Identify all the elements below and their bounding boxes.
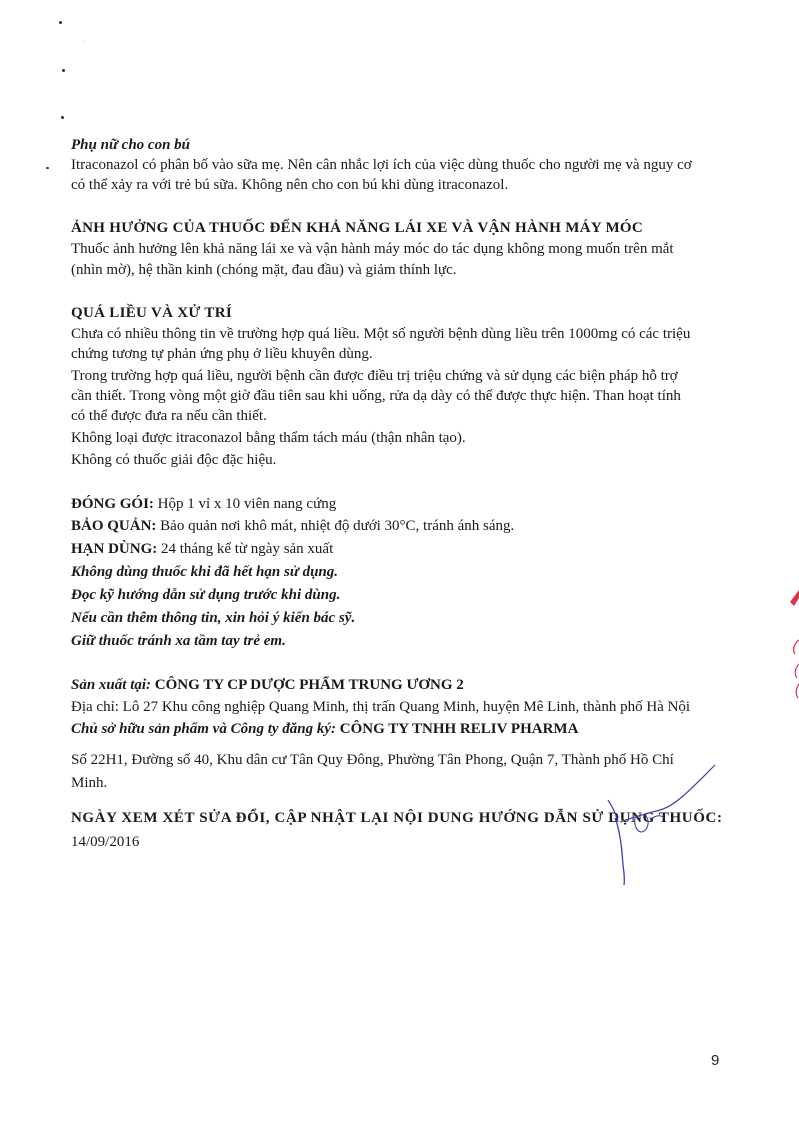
warning-line: Giữ thuốc tránh xa tầm tay trẻ em. (71, 633, 286, 649)
driving-line: (nhìn mờ), hệ thần kinh (chóng mặt, đau đầu) và giảm thính lực. (71, 262, 457, 278)
packaging-label: ĐÓNG GÓI: (71, 496, 154, 512)
scan-speck (62, 69, 65, 72)
scan-speck (46, 167, 49, 169)
breastfeeding-line: Itraconazol có phân bố vào sữa mẹ. Nên cân nhắc lợi ích của việc dùng thuốc cho người mẹ và nguy cơ (71, 157, 692, 173)
overdose-line: có thể được đưa ra nếu cần thiết. (71, 408, 267, 424)
owner-name: CÔNG TY TNHH RELIV PHARMA (336, 721, 579, 737)
storage-value: Bảo quản nơi khô mát, nhiệt độ dưới 30°C, tránh ánh sáng. (156, 518, 515, 534)
breastfeeding-line: có thể xảy ra với trẻ bú sữa. Không nên cho con bú khi dùng itraconazol. (71, 177, 509, 193)
breastfeeding-heading: Phụ nữ cho con bú (71, 137, 191, 153)
revision-date: 14/09/2016 (71, 834, 140, 850)
storage-label: BẢO QUẢN: (71, 518, 157, 534)
scan-speck (61, 116, 64, 119)
expiry-label: HẠN DÙNG: (71, 541, 158, 557)
revision-heading: NGÀY XEM XÉT SỬA ĐỔI, CẬP NHẬT LẠI NỘI DUNG HƯỚNG DẪN SỬ DỤNG THUỐC: (71, 810, 723, 826)
driving-heading: ẢNH HƯỞNG CỦA THUỐC ĐẾN KHẢ NĂNG LÁI XE VÀ VẬN HÀNH MÁY MÓC (71, 220, 644, 236)
overdose-line: Không có thuốc giải độc đặc hiệu. (71, 452, 277, 468)
owner-row (71, 720, 578, 738)
storage-row (71, 517, 514, 535)
overdose-line: cần thiết. Trong vòng một giờ đầu tiên sau khi uống, rửa dạ dày có thể được thực hiện. Than hoạt tính (71, 388, 681, 404)
scan-speck (83, 41, 84, 42)
warning-line: Đọc kỹ hướng dẫn sử dụng trước khi dùng. (71, 587, 341, 603)
owner-address-line: Số 22H1, Đường số 40, Khu dân cư Tân Quy Đông, Phường Tân Phong, Quận 7, Thành phố Hồ Chí (71, 752, 674, 768)
expiry-value: 24 tháng kể từ ngày sản xuất (157, 541, 334, 557)
manufacturer-label: Sản xuất tại: (71, 677, 152, 693)
manufacturer-name: CÔNG TY CP DƯỢC PHẨM TRUNG ƯƠNG 2 (151, 677, 464, 693)
overdose-line: Không loại được itraconazol bằng thẩm tách máu (thận nhân tạo). (71, 430, 466, 446)
stamp-fragment (780, 580, 799, 710)
manufacturer-address: Địa chỉ: Lô 27 Khu công nghiệp Quang Minh, thị trấn Quang Minh, huyện Mê Linh, thành phố Hà Nội (71, 699, 691, 715)
warning-line: Không dùng thuốc khi đã hết hạn sử dụng. (71, 564, 339, 580)
page-number: 9 (711, 1052, 720, 1069)
packaging-value: Hộp 1 vỉ x 10 viên nang cứng (153, 496, 337, 512)
overdose-line: chứng tương tự phản ứng phụ ở liều khuyên dùng. (71, 346, 373, 362)
scan-speck (59, 21, 62, 24)
overdose-heading: QUÁ LIỀU VÀ XỬ TRÍ (71, 305, 232, 321)
driving-line: Thuốc ảnh hưởng lên khả năng lái xe và vận hành máy móc do tác dụng không mong muốn trên mắt (71, 241, 674, 257)
packaging-row (71, 495, 336, 513)
overdose-line: Chưa có nhiều thông tin về trường hợp quá liều. Một số người bệnh dùng liều trên 1000mg có các triệu (71, 326, 691, 342)
overdose-line: Trong trường hợp quá liều, người bệnh cần được điều trị triệu chứng và sử dụng các biện pháp hỗ trợ (71, 368, 678, 384)
expiry-row (71, 540, 333, 558)
owner-address-line: Minh. (71, 775, 108, 791)
manufacturer-row (71, 676, 464, 694)
warning-line: Nếu cần thêm thông tin, xin hỏi ý kiến bác sỹ. (71, 610, 356, 626)
owner-label: Chủ sở hữu sản phẩm và Công ty đăng ký: (71, 721, 337, 737)
